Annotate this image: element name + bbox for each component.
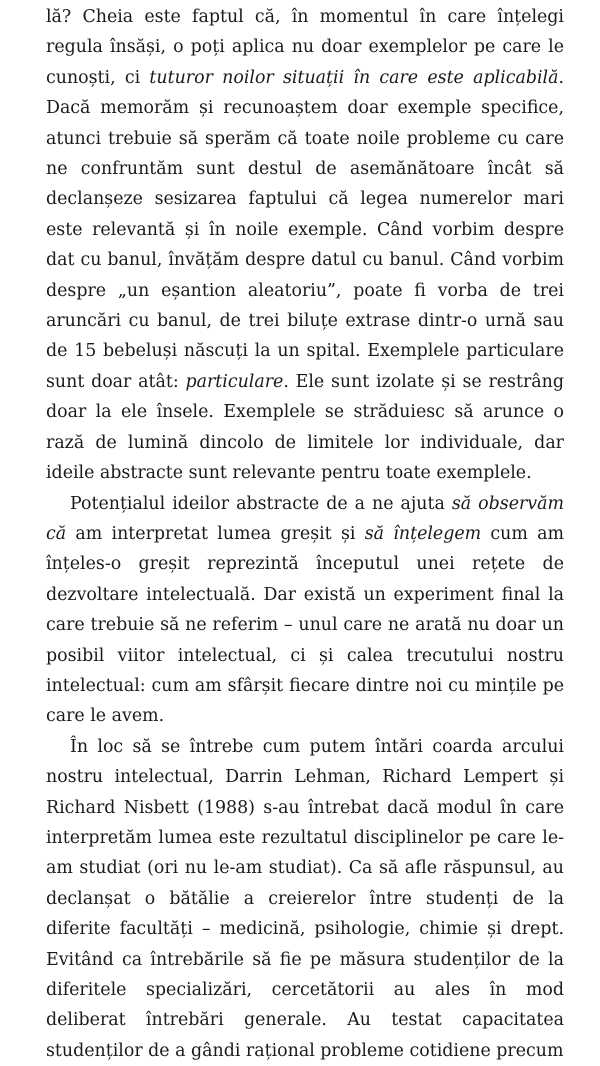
paragraph-3 xyxy=(46,732,564,1066)
paragraph-1 xyxy=(46,2,564,489)
italic-run: să înțelegem xyxy=(364,523,482,544)
italic-run: să observăm că xyxy=(46,493,564,544)
text-run: În loc să se întrebe cum putem întări coarda arcului nostru intelectual, Darrin Lehman, Richard Lempert și Richard Nisbett (1988) s-au întrebat dacă modul în care interpretăm lumea este rezultatul disciplinelor pe care le-am studiat (ori nu le-am studiat). Ca să afle răspunsul, au declanșat o bătălie a creierelor între studenți de la diferite facultăți – medicină, psihologie, chimie și drept. Evitând ca întrebările să fie pe măsura studenților de la diferitele specializări, cercetătorii au ales în mod deliberat întrebări generale. Au testat capacitatea studenților de a gândi rațional probleme cotidiene precum xyxy=(46,736,564,1061)
text-run: . Ele sunt izolate și se restrâng doar la ele însele. Exemplele se străduiesc să arunce o rază de lumină dincolo de limitele lor individuale, dar ideile abstracte sunt relevante pentru toate exemplele. xyxy=(46,371,564,484)
text-run: am interpretat lumea greșit și xyxy=(66,523,365,544)
text-run: cum am înțeles-o greșit reprezintă începutul unei rețete de dezvoltare intelectuală. Dar există un experiment final la care trebuie să ne referim – unul care ne arată nu doar un posibil viitor intelectual, ci și calea trecutului nostru intelectual: cum am sfârșit fiecare dintre noi cu mințile pe care le avem. xyxy=(46,523,564,727)
text-run: Potențialul ideilor abstracte de a ne ajuta xyxy=(70,493,452,514)
text-run: lă? Cheia este faptul că, în momentul în care înțelegi regula însăși, o poți aplica nu doar exemplelor pe care le cunoști, ci xyxy=(46,7,564,88)
paragraph-2 xyxy=(46,489,564,732)
italic-run: tuturor noilor situații în care este aplicabilă xyxy=(149,67,559,88)
text-run: . Dacă memorăm și recunoaștem doar exemple specifice, atunci trebuie să sperăm că toate noile probleme cu care ne confruntăm sunt destul de asemănătoare încât să declanșeze sesizarea faptului că legea numerelor mari este relevantă și în noile exemple. Când vorbim despre dat cu banul, învățăm despre datul cu banul. Când vorbim despre „un eșantion aleatoriu”, poate fi vorba de trei aruncări cu banul, de trei biluțe extrase dintr-o urnă sau de 15 bebeluși născuți la un spital. Exemplele particulare sunt doar atât: xyxy=(46,67,564,392)
italic-run: particulare xyxy=(185,371,284,392)
